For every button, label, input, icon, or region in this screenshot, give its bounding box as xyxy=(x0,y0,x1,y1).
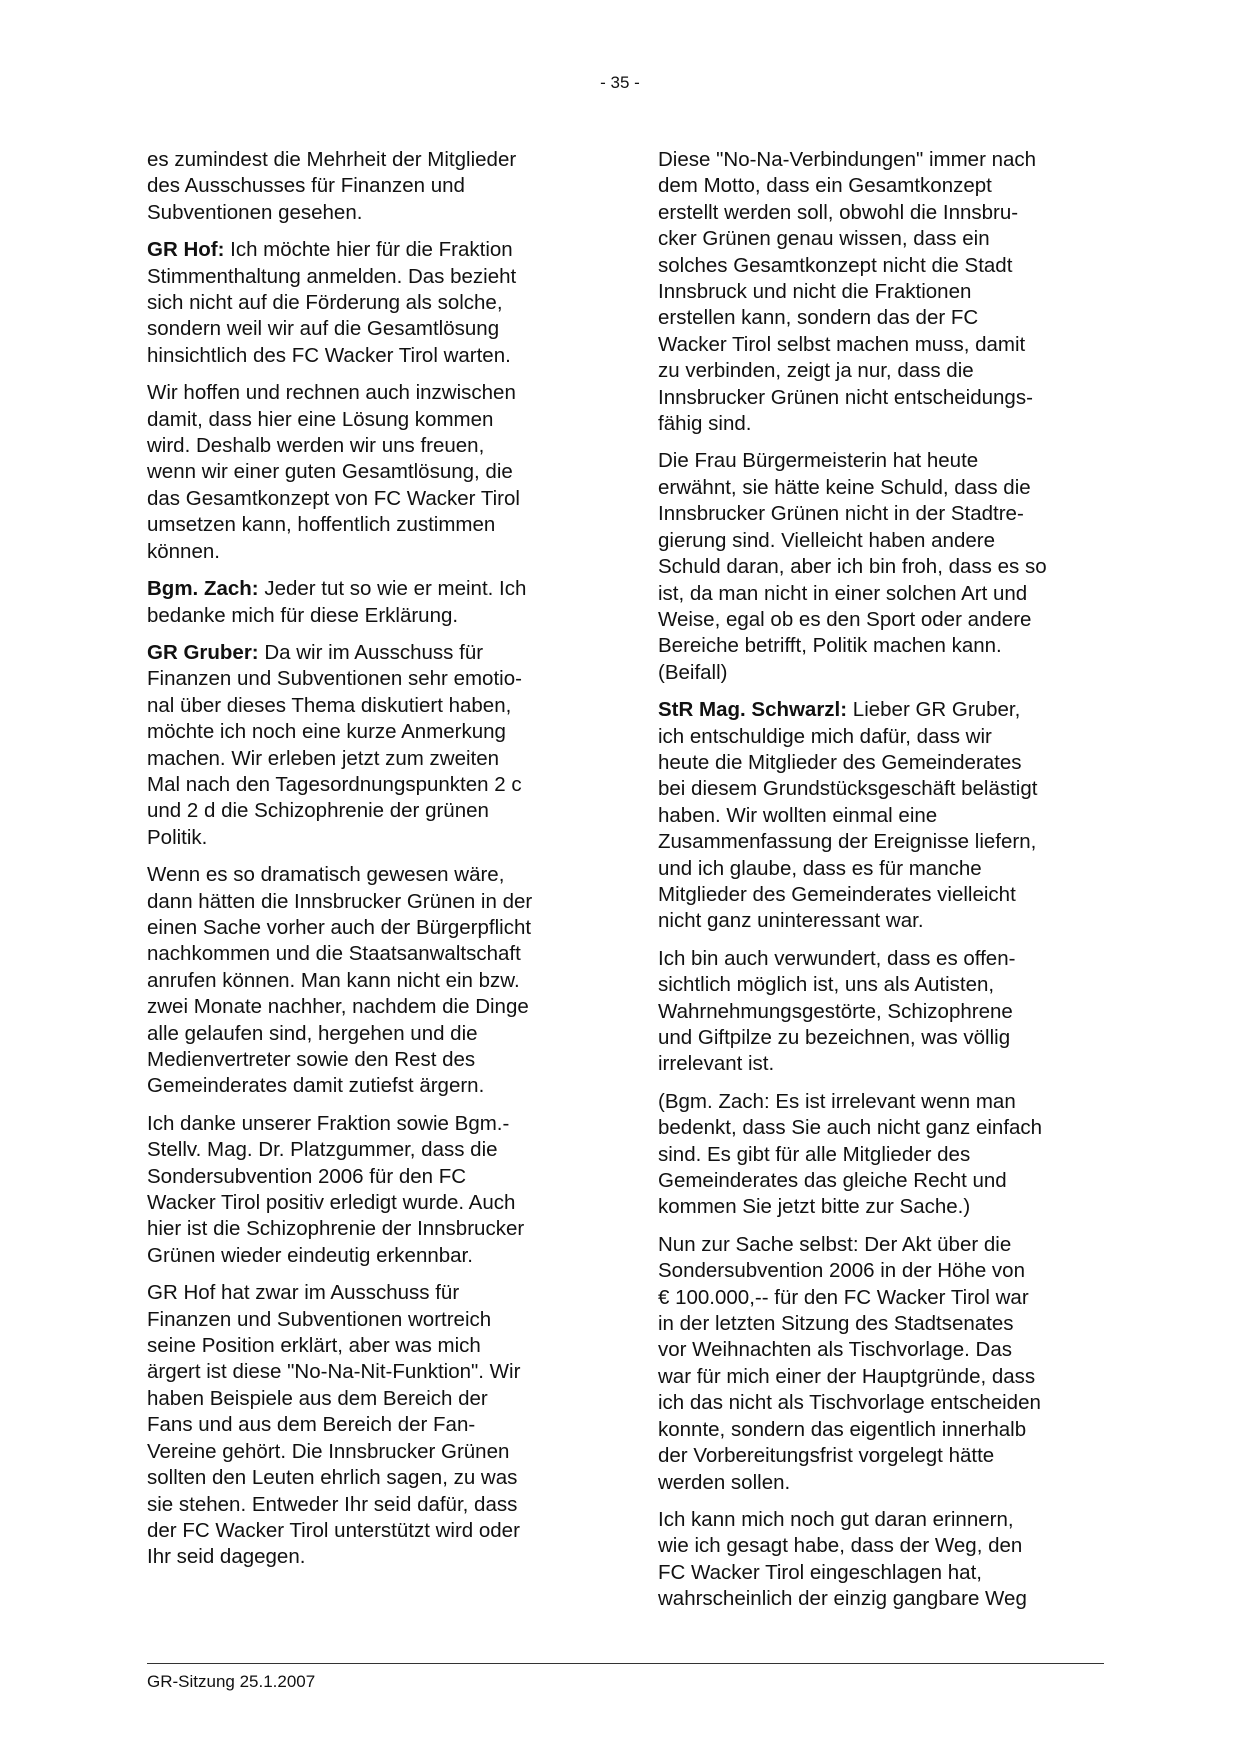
speaker-paragraph xyxy=(147,576,593,629)
text-line: Wenn es so dramatisch gewesen wäre, xyxy=(147,863,505,887)
text-line: ich das nicht als Tischvorlage entscheiden xyxy=(658,1391,1041,1415)
right-column xyxy=(658,147,1108,1624)
speech-text: Lieber GR Gruber, xyxy=(847,698,1021,722)
text-line: GR Hof hat zwar im Ausschuss für xyxy=(147,1281,460,1305)
text-line: Wir hoffen und rechnen auch inzwischen xyxy=(147,381,516,405)
text-line: solches Gesamtkonzept nicht die Stadt xyxy=(658,253,1013,277)
text-line xyxy=(147,237,593,263)
text-line: Finanzen und Subventionen sehr emotio- xyxy=(147,667,522,691)
speaker-paragraph xyxy=(147,237,593,369)
text-line: Diese "No-Na-Verbindungen" immer nach xyxy=(658,148,1037,171)
text-line: Medienvertreter sowie den Rest des xyxy=(147,1048,476,1071)
text-line: Wacker Tirol selbst machen muss, damit xyxy=(658,332,1026,356)
speaker-name: Bgm. Zach: xyxy=(147,577,259,601)
text-line: erstellen kann, sondern das der FC xyxy=(658,306,979,330)
text-line: sie stehen. Entweder Ihr seid dafür, dass xyxy=(147,1492,518,1516)
text-line: bedanke mich für diese Erklärung. xyxy=(147,603,459,627)
text-line: wie ich gesagt habe, dass der Weg, den xyxy=(658,1534,1023,1558)
text-line: Mitglieder des Gemeinderates vielleicht xyxy=(658,882,1016,906)
text-line: das Gesamtkonzept von FC Wacker Tirol xyxy=(147,486,520,510)
text-line: Vereine gehört. Die Innsbrucker Grünen xyxy=(147,1439,510,1463)
paragraph xyxy=(658,448,1108,686)
text-line: Die Frau Bürgermeisterin hat heute xyxy=(658,449,979,473)
text-line: umsetzen kann, hoffentlich zustimmen xyxy=(147,513,496,537)
text-line: einen Sache vorher auch der Bürgerpflicht xyxy=(147,915,532,939)
text-line: erstellt werden soll, obwohl die Innsbru- xyxy=(658,200,1019,224)
text-line: Ich danke unserer Fraktion sowie Bgm.- xyxy=(147,1111,510,1135)
text-line: Grünen wieder eindeutig erkennbar. xyxy=(147,1243,473,1267)
text-line: bedenkt, dass Sie auch nicht ganz einfach xyxy=(658,1116,1043,1140)
text-line: machen. Wir erleben jetzt zum zweiten xyxy=(147,746,500,770)
left-column xyxy=(147,147,593,1582)
text-line: Bereiche betrifft, Politik machen kann. xyxy=(658,634,1002,658)
paragraph xyxy=(147,862,593,1100)
text-line: seine Position erklärt, aber was mich xyxy=(147,1334,481,1358)
text-line: vor Weihnachten als Tischvorlage. Das xyxy=(658,1338,1012,1362)
text-line: bei diesem Grundstücksgeschäft belästigt xyxy=(658,777,1038,801)
text-line: Mal nach den Tagesordnungspunkten 2 c xyxy=(147,772,522,796)
text-line: wird. Deshalb werden wir uns freuen, xyxy=(147,434,485,458)
speaker-name: GR Gruber: xyxy=(147,640,259,664)
speaker-name: GR Hof: xyxy=(147,238,225,262)
text-line: Gemeinderates damit zutiefst ärgern. xyxy=(147,1074,485,1098)
text-line: in der letzten Sitzung des Stadtsenates xyxy=(658,1312,1014,1336)
text-line: und 2 d die Schizophrenie der grünen xyxy=(147,799,489,823)
text-line: Fans und aus dem Bereich der Fan- xyxy=(147,1413,476,1437)
text-line: Ihr seid dagegen. xyxy=(147,1545,306,1569)
text-line: irrelevant ist. xyxy=(658,1052,775,1076)
text-line: war für mich einer der Hauptgründe, dass xyxy=(658,1364,1036,1388)
text-line: (Beifall) xyxy=(658,660,728,684)
text-line: alle gelaufen sind, hergehen und die xyxy=(147,1021,478,1045)
text-line: Wacker Tirol positiv erledigt wurde. Auch xyxy=(147,1191,516,1215)
text-line: wahrscheinlich der einzig gangbare Weg xyxy=(658,1587,1027,1611)
text-line: haben Beispiele aus dem Bereich der xyxy=(147,1386,488,1410)
text-line: nicht ganz uninteressant war. xyxy=(658,909,924,933)
speaker-paragraph xyxy=(147,640,593,851)
text-line: Innsbruck und nicht die Fraktionen xyxy=(658,280,972,304)
speaker-name: StR Mag. Schwarzl: xyxy=(658,698,848,722)
text-line: FC Wacker Tirol eingeschlagen hat, xyxy=(658,1560,982,1584)
text-line: damit, dass hier eine Lösung kommen xyxy=(147,407,494,431)
text-line: Innsbrucker Grünen nicht entscheidungs- xyxy=(658,385,1033,409)
paragraph xyxy=(658,1507,1108,1613)
text-line: haben. Wir wollten einmal eine xyxy=(658,803,938,827)
paragraph xyxy=(147,1111,593,1269)
text-line: nachkommen und die Staatsanwaltschaft xyxy=(147,942,521,966)
text-line xyxy=(147,640,593,666)
footer-session-date: GR-Sitzung 25.1.2007 xyxy=(147,1672,316,1691)
text-line xyxy=(658,697,1108,723)
text-line: dann hätten die Innsbrucker Grünen in der xyxy=(147,889,533,913)
text-line: Weise, egal ob es den Sport oder andere xyxy=(658,607,1032,631)
text-line: Ich kann mich noch gut daran erinnern, xyxy=(658,1507,1014,1531)
text-line: Nun zur Sache selbst: Der Akt über die xyxy=(658,1232,1012,1256)
text-line: zu verbinden, zeigt ja nur, dass die xyxy=(658,359,974,383)
text-line: Sondersubvention 2006 in der Höhe von xyxy=(658,1259,1025,1283)
text-line: ist, da man nicht in einer solchen Art und xyxy=(658,581,1028,605)
paragraph xyxy=(147,380,593,565)
text-line: sollten den Leuten ehrlich sagen, zu was xyxy=(147,1466,518,1490)
text-line: zwei Monate nachher, nachdem die Dinge xyxy=(147,995,529,1019)
speech-text: Jeder tut so wie er meint. Ich xyxy=(258,577,527,601)
text-line: und ich glaube, dass es für manche xyxy=(658,856,982,880)
text-line: hier ist die Schizophrenie der Innsbrucker xyxy=(147,1217,525,1241)
text-line: Zusammenfassung der Ereignisse liefern, xyxy=(658,830,1037,854)
text-line: gierung sind. Vielleicht haben andere xyxy=(658,528,995,552)
text-line: anrufen können. Man kann nicht ein bzw. xyxy=(147,968,520,992)
text-line: sich nicht auf die Förderung als solche, xyxy=(147,291,503,315)
text-line: werden sollen. xyxy=(658,1470,791,1494)
paragraph xyxy=(658,147,1108,437)
text-line: sichtlich möglich ist, uns als Autisten, xyxy=(658,973,995,997)
footer-divider xyxy=(147,1663,1104,1664)
paragraph xyxy=(658,1089,1108,1221)
text-line: konnte, sondern das eigentlich innerhalb xyxy=(658,1417,1027,1441)
text-line: heute die Mitglieder des Gemeinderates xyxy=(658,750,1022,774)
text-line: erwähnt, sie hätte keine Schuld, dass die xyxy=(658,475,1031,499)
text-line: ärgert ist diese "No-Na-Nit-Funktion". Wir xyxy=(147,1360,521,1384)
speaker-paragraph xyxy=(658,697,1108,935)
text-line: es zumindest die Mehrheit der Mitglieder xyxy=(147,148,517,171)
text-line xyxy=(147,576,593,602)
paragraph xyxy=(147,147,593,226)
text-line: dem Motto, dass ein Gesamtkonzept xyxy=(658,174,992,198)
text-line: sondern weil wir auf die Gesamtlösung xyxy=(147,317,500,341)
text-line: Innsbrucker Grünen nicht in der Stadtre- xyxy=(658,502,1024,526)
page-number: - 35 - xyxy=(600,73,640,92)
text-line: fähig sind. xyxy=(658,412,752,436)
text-line: möchte ich noch eine kurze Anmerkung xyxy=(147,720,506,744)
text-line: der FC Wacker Tirol unterstützt wird oder xyxy=(147,1518,520,1542)
text-line: cker Grünen genau wissen, dass ein xyxy=(658,227,990,251)
text-line: Gemeinderates das gleiche Recht und xyxy=(658,1169,1007,1193)
text-line: Stellv. Mag. Dr. Platzgummer, dass die xyxy=(147,1138,498,1162)
text-line: Wahrnehmungsgestörte, Schizophrene xyxy=(658,999,1013,1023)
text-line: kommen Sie jetzt bitte zur Sache.) xyxy=(658,1195,971,1219)
text-line: (Bgm. Zach: Es ist irrelevant wenn man xyxy=(658,1089,1016,1113)
text-line: Politik. xyxy=(147,825,208,849)
text-line: der Vorbereitungsfrist vorgelegt hätte xyxy=(658,1444,995,1468)
text-line: und Giftpilze zu bezeichnen, was völlig xyxy=(658,1026,1011,1049)
text-line: Sondersubvention 2006 für den FC xyxy=(147,1164,467,1188)
text-line: ich entschuldige mich dafür, dass wir xyxy=(658,724,992,748)
text-line: Ich bin auch verwundert, dass es offen- xyxy=(658,946,1016,970)
paragraph xyxy=(147,1280,593,1570)
speech-text: Ich möchte hier für die Fraktion xyxy=(224,238,513,262)
text-line: sind. Es gibt für alle Mitglieder des xyxy=(658,1142,971,1166)
paragraph xyxy=(658,946,1108,1078)
paragraph xyxy=(658,1232,1108,1496)
text-line: € 100.000,-- für den FC Wacker Tirol war xyxy=(658,1285,1029,1309)
text-line: Subventionen gesehen. xyxy=(147,200,363,224)
text-line: nal über dieses Thema diskutiert haben, xyxy=(147,693,512,717)
speech-text: Da wir im Ausschuss für xyxy=(258,640,484,664)
text-line: können. xyxy=(147,539,220,563)
text-line: Stimmenthaltung anmelden. Das bezieht xyxy=(147,264,517,288)
text-line: Schuld daran, aber ich bin froh, dass es so xyxy=(658,555,1047,579)
text-line: Finanzen und Subventionen wortreich xyxy=(147,1307,492,1331)
text-line: des Ausschusses für Finanzen und xyxy=(147,174,465,198)
text-line: wenn wir einer guten Gesamtlösung, die xyxy=(147,460,513,484)
text-line: hinsichtlich des FC Wacker Tirol warten. xyxy=(147,343,511,367)
